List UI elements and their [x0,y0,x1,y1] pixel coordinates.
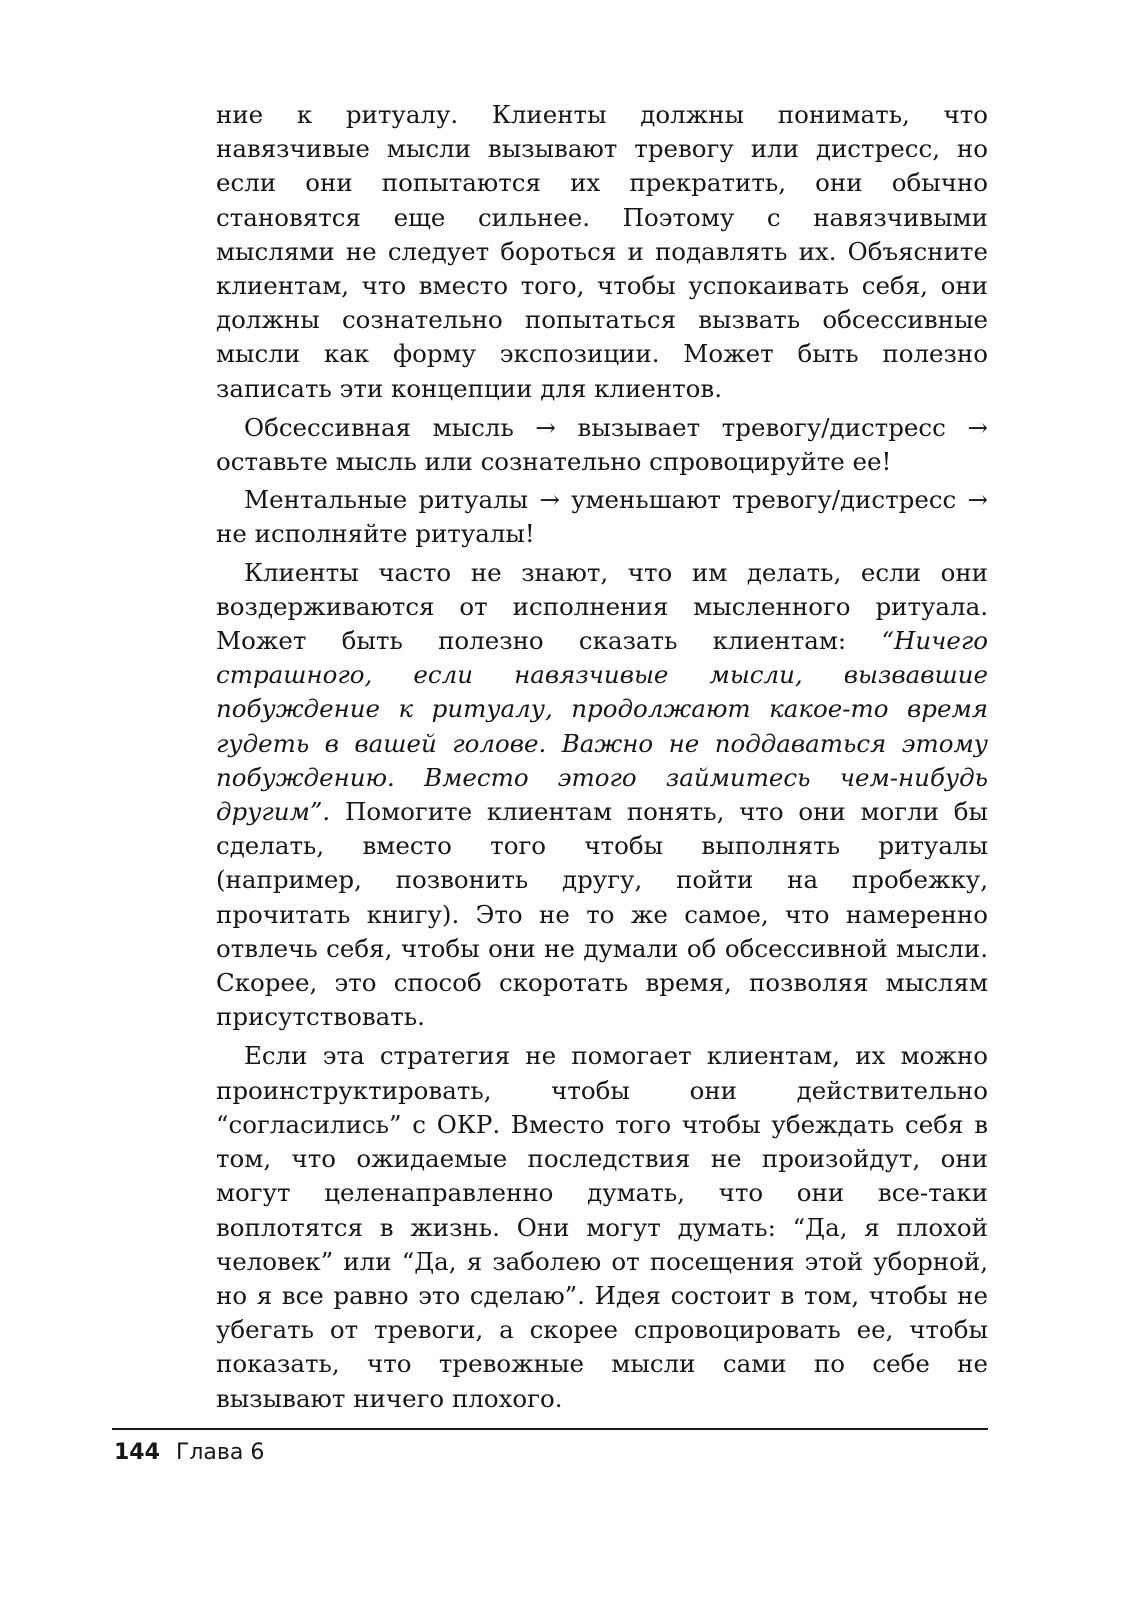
page-number: 144 [114,1440,160,1465]
footer-divider [112,1428,988,1430]
paragraph-client-instructions [216,556,988,1035]
body-text [216,98,988,1421]
paragraph-continuation: ние к ритуалу. Клиенты должны понимать, что навязчивые мысли вызывают тревогу или дистресс, но если они попытаются их прекратить, они обычно становятся еще сильнее. Поэтому с навязчивыми мыслями не следует бороться и подавлять их. Объясните клиентам, что вместо того, чтобы успокаивать себя, они должны сознательно попытаться вызвать обсессивные мысли как форму экспозиции. Может быть полезно записать эти концепции для клиентов. [216,100,988,403]
paragraph-client-instructions-tail: Помогите клиентам понять, что они могли бы сделать, вместо того чтобы выполнять ритуалы (например, позвонить другу, пойти на пробежку, прочитать книгу). Это не то же самое, что намеренно отвлечь себя, чтобы они не думали об обсессивной мысли. Скорее, это способ скоротать время, позволяя мыслям присутствовать. [216,797,988,1032]
paragraph-mental-rituals-chain: Ментальные ритуалы → уменьшают тревогу/дистресс → не исполняйте ритуалы! [216,485,988,549]
page-footer [114,1440,264,1466]
quoted-advice: “Ничего страшного, если навязчивые мысли, вызвавшие побуждение к ритуалу, продолжают какое-то время гудеть в вашей голове. Важно не поддаваться этому побуждению. Вместо этого займитесь чем-нибудь другим”. [216,626,988,827]
paragraph-agree-with-ocd: Если эта стратегия не помогает клиентам, их можно проинструктировать, чтобы они действительно “согласились” с ОКР. Вместо того чтобы убеждать себя в том, что ожидаемые последствия не произойдут, они могут целенаправленно думать, что они все-таки воплотятся в жизнь. Они могут думать: “Да, я плохой человек” или “Да, я заболею от посещения этой уборной, но я все равно это сделаю”. Идея состоит в том, чтобы не убегать от тревоги, а скорее спровоцировать ее, чтобы показать, что тревожные мысли сами по себе не вызывают ничего плохого. [216,1041,988,1413]
paragraph-obsessive-thought-chain: Обсессивная мысль → вызывает тревогу/дистресс → оставьте мысль или сознательно спровоцируйте ее! [216,412,988,477]
chapter-label: Глава 6 [175,1440,265,1465]
paragraph-client-instructions-lead: Клиенты часто не знают, что им делать, если они воздерживаются от исполнения мысленного ритуала. Может быть полезно сказать клиентам: [216,557,988,656]
